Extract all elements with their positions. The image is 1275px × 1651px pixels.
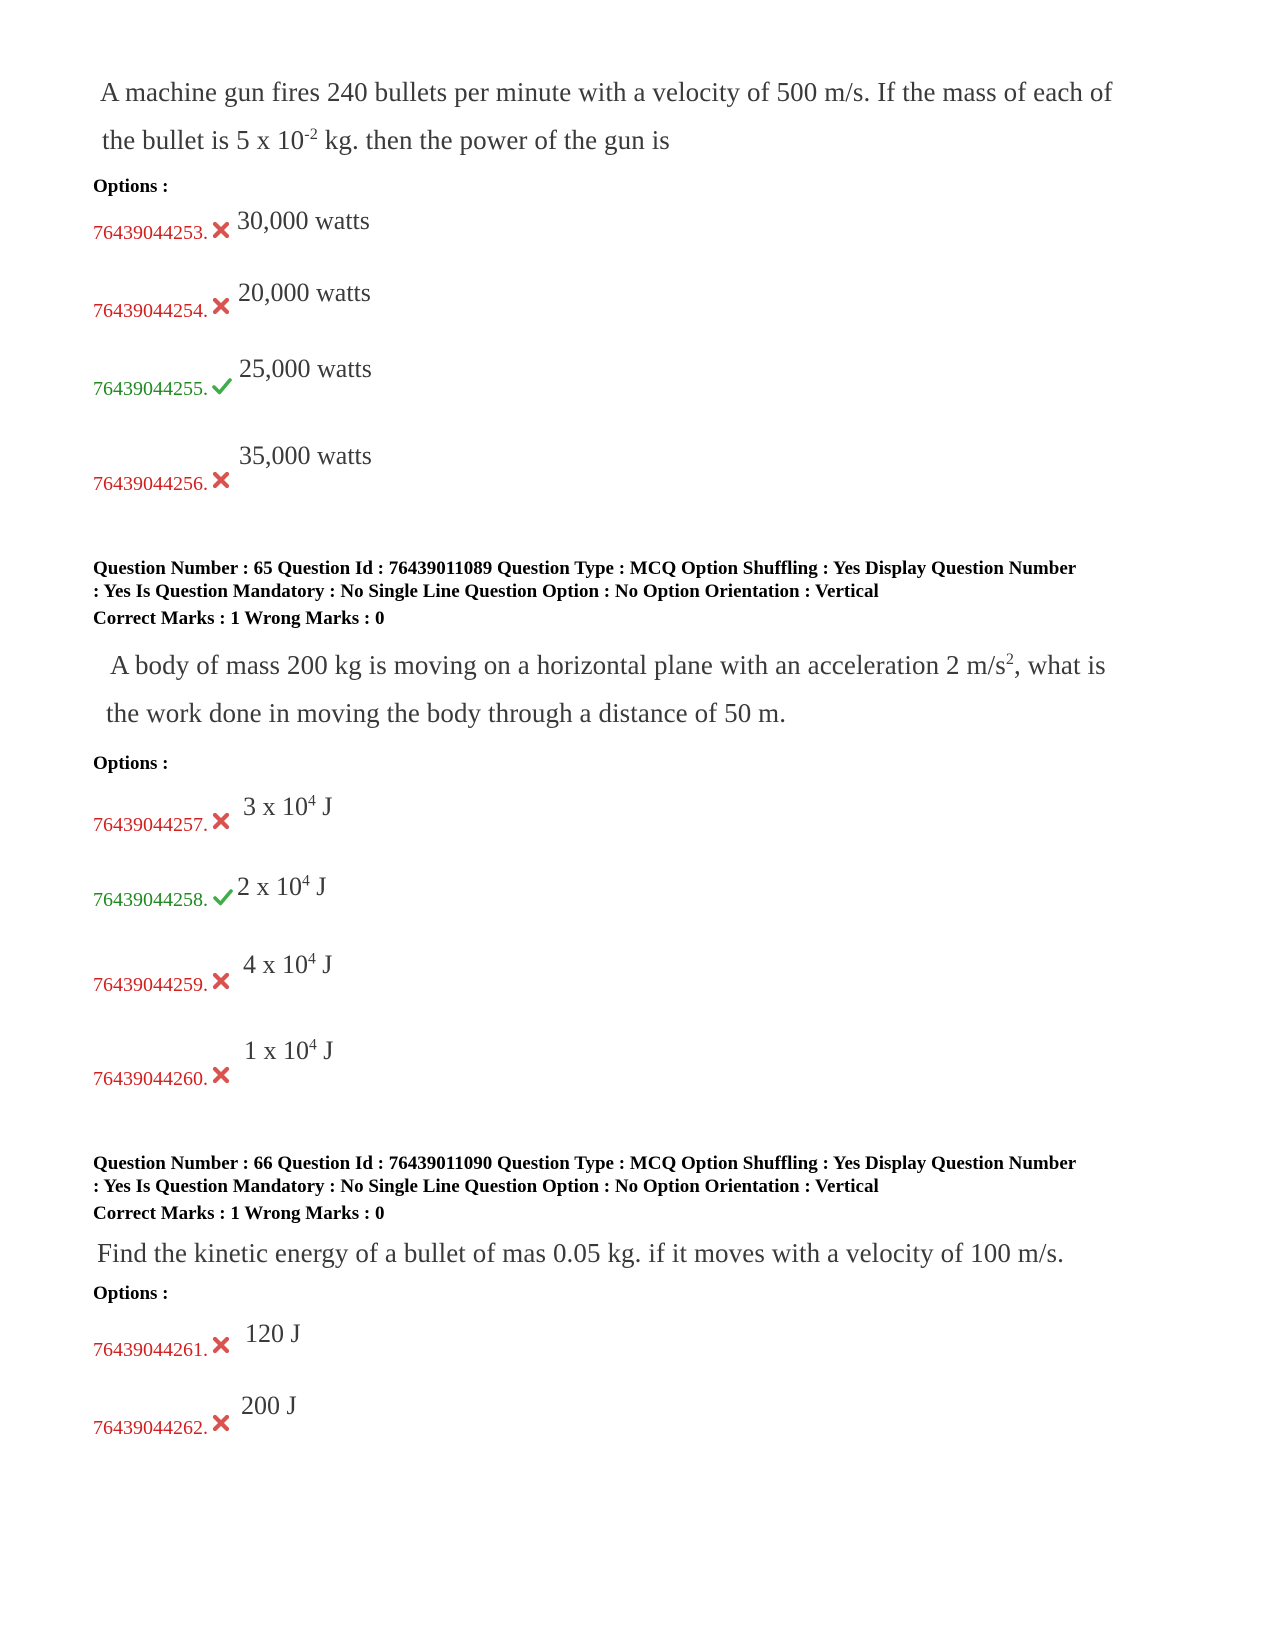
option-text: 200 J: [241, 1391, 297, 1420]
q64-options-label: Options :: [93, 176, 169, 197]
q64-text-line1: A machine gun fires 240 bullets per minute with a velocity of 500 m/s. If the mass of each of: [100, 77, 1113, 107]
option-text: 2 x $10^4$ J: [237, 872, 327, 901]
q66-text-line1: Find the kinetic energy of a bullet of mas 0.05 kg. if it moves with a velocity of 100 m/s.: [97, 1238, 1064, 1268]
option-id: 76439044254.: [93, 300, 208, 322]
option-id: 76439044259.: [93, 974, 208, 996]
option-text: 25,000 watts: [239, 354, 372, 383]
option-id: 76439044255.: [93, 378, 208, 400]
cross-icon: [211, 220, 231, 240]
option-text: 20,000 watts: [238, 278, 371, 307]
q66-marks-line: Correct Marks : 1 Wrong Marks : 0: [93, 1203, 385, 1224]
cross-icon: [211, 1065, 231, 1085]
q65-text-line1: A body of mass 200 kg is moving on a horizontal plane with an acceleration 2 $m/s^2$, what is: [110, 650, 1106, 680]
option-id: 76439044257.: [93, 814, 208, 836]
q66-options-label: Options :: [93, 1283, 169, 1304]
cross-icon: [211, 971, 231, 991]
q65-text-line2: the work done in moving the body through a distance of 50 m.: [106, 698, 787, 728]
cross-icon: [211, 1413, 231, 1433]
cross-icon: [211, 1335, 231, 1355]
q65-options-label: Options :: [93, 753, 169, 774]
check-icon: [212, 376, 232, 396]
q64-text-line2: the bullet is 5 x $10^{-2}$ kg. then the power of the gun is: [102, 125, 670, 155]
cross-icon: [211, 296, 231, 316]
option-text: 4 x $10^4$ J: [243, 950, 333, 979]
option-id: 76439044253.: [93, 222, 208, 244]
q65-marks-line: Correct Marks : 1 Wrong Marks : 0: [93, 608, 385, 629]
option-id: 76439044262.: [93, 1417, 208, 1439]
q65-meta-line1: Question Number : 65 Question Id : 76439011089 Question Type : MCQ Option Shuffling : Yes Display Question Number: [93, 558, 1077, 579]
option-id: 76439044258.: [93, 889, 208, 911]
option-text: 1 x $10^4$ J: [244, 1036, 334, 1065]
option-text: 35,000 watts: [239, 441, 372, 470]
cross-icon: [211, 811, 231, 831]
option-id: 76439044261.: [93, 1339, 208, 1361]
option-text: 120 J: [245, 1319, 301, 1348]
check-icon: [213, 887, 233, 907]
cross-icon: [211, 470, 231, 490]
q65-meta-line2: : Yes Is Question Mandatory : No Single Line Question Option : No Option Orientation : Vertical: [93, 581, 879, 602]
q66-meta-line1: Question Number : 66 Question Id : 76439011090 Question Type : MCQ Option Shuffling : Yes Display Question Number: [93, 1153, 1077, 1174]
q66-meta-line2: : Yes Is Question Mandatory : No Single Line Question Option : No Option Orientation : Vertical: [93, 1176, 879, 1197]
option-text: 30,000 watts: [237, 206, 370, 235]
option-text: 3 x $10^4$ J: [243, 792, 333, 821]
option-id: 76439044256.: [93, 473, 208, 495]
option-id: 76439044260.: [93, 1068, 208, 1090]
